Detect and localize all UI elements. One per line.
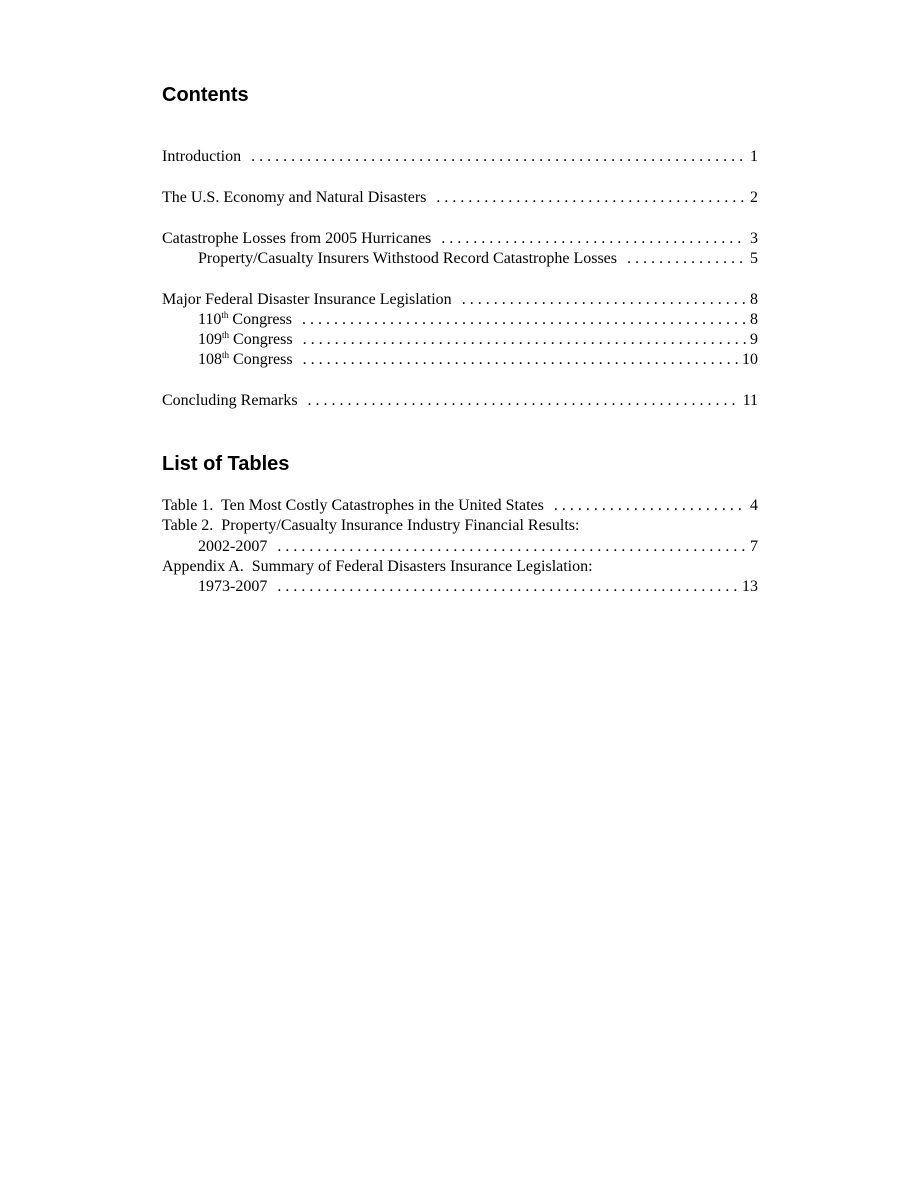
lot-entry-title-continued: 1973-2007 xyxy=(198,578,268,595)
list-of-tables-heading: List of Tables xyxy=(162,453,290,475)
lot-entry-table2-title[interactable]: Table 2. Property/Casualty Insurance Industry Financial Results: xyxy=(162,517,580,534)
toc-entry-page: 9 xyxy=(750,331,758,348)
toc-entry-title: 110th Congress xyxy=(198,310,292,328)
lot-entry-title-continued: 2002-2007 xyxy=(198,538,268,555)
toc-entry-introduction[interactable] xyxy=(162,147,758,167)
dot-leader xyxy=(627,249,746,269)
toc-entry-108th-congress[interactable] xyxy=(198,350,758,370)
toc-entry-page: 2 xyxy=(750,189,758,206)
dot-leader xyxy=(303,350,738,370)
toc-entry-economy[interactable] xyxy=(162,188,758,208)
dot-leader xyxy=(554,496,746,516)
toc-entry-title: The U.S. Economy and Natural Disasters xyxy=(162,189,427,206)
toc-entry-110th-congress[interactable] xyxy=(198,310,758,330)
toc-entry-title: Property/Casualty Insurers Withstood Record Catastrophe Losses xyxy=(198,250,617,267)
toc-entry-page: 8 xyxy=(750,291,758,308)
contents-heading: Contents xyxy=(162,84,249,106)
lot-entry-appendix-a-title[interactable]: Appendix A. Summary of Federal Disasters Insurance Legislation: xyxy=(162,558,593,575)
toc-entry-title: Catastrophe Losses from 2005 Hurricanes xyxy=(162,230,432,247)
toc-entry-page: 8 xyxy=(750,311,758,328)
toc-entry-109th-congress[interactable] xyxy=(198,330,758,350)
dot-leader xyxy=(277,577,738,597)
dot-leader xyxy=(441,229,746,249)
lot-entry-appendix-a[interactable] xyxy=(198,577,758,597)
lot-entry-page: 7 xyxy=(750,538,758,555)
dot-leader xyxy=(462,290,746,310)
dot-leader xyxy=(302,310,746,330)
toc-entry-insurers-withstood[interactable] xyxy=(198,249,758,269)
toc-entry-catastrophe-losses[interactable] xyxy=(162,229,758,249)
lot-entry-page: 13 xyxy=(742,578,758,595)
toc-entry-title: Concluding Remarks xyxy=(162,392,298,409)
dot-leader xyxy=(436,188,746,208)
toc-entry-title: 109th Congress xyxy=(198,330,293,348)
toc-entry-page: 11 xyxy=(742,392,758,409)
toc-entry-page: 3 xyxy=(750,230,758,247)
toc-entry-title: 108th Congress xyxy=(198,350,293,368)
toc-entry-page: 10 xyxy=(742,351,758,368)
dot-leader xyxy=(303,330,746,350)
lot-entry-table2[interactable] xyxy=(198,537,758,557)
lot-entry-table1[interactable] xyxy=(162,496,758,516)
dot-leader xyxy=(251,147,746,167)
toc-entry-legislation[interactable] xyxy=(162,290,758,310)
toc-entry-title: Major Federal Disaster Insurance Legislation xyxy=(162,291,452,308)
dot-leader xyxy=(308,391,739,411)
lot-entry-title: Table 1. Ten Most Costly Catastrophes in the United States xyxy=(162,497,544,514)
toc-entry-concluding-remarks[interactable] xyxy=(162,391,758,411)
lot-entry-page: 4 xyxy=(750,497,758,514)
toc-entry-page: 1 xyxy=(750,148,758,165)
dot-leader xyxy=(277,537,746,557)
toc-entry-title: Introduction xyxy=(162,148,242,165)
toc-entry-page: 5 xyxy=(750,250,758,267)
